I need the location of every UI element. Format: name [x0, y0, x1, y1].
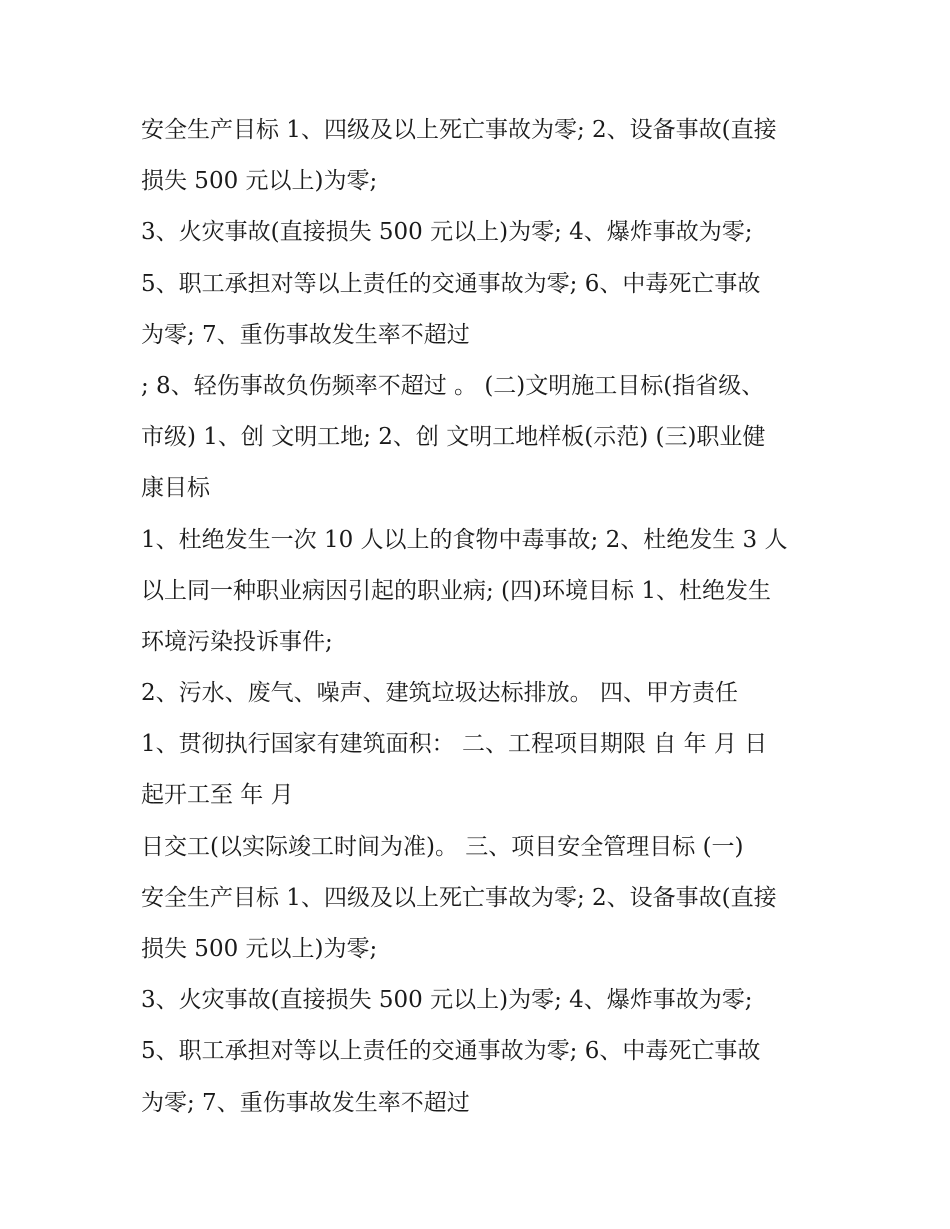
text-line: 损失 500 元以上)为零;: [141, 936, 378, 962]
text-line: 损失 500 元以上)为零;: [141, 168, 378, 195]
text-line: 起开工至 年 月: [141, 782, 294, 809]
text-line: 1、贯彻执行国家有建筑面积： 二、工程项目期限 自 年 月 日: [141, 731, 768, 758]
text-line: 3、火灾事故(直接损失 500 元以上)为零; 4、爆炸事故为零;: [141, 219, 753, 246]
text-line: 市级) 1、创 文明工地; 2、创 文明工地样板(示范) (三)职业健: [141, 424, 766, 451]
text-line: 3、火灾事故(直接损失 500 元以上)为零; 4、爆炸事故为零;: [141, 987, 753, 1014]
text-line: 5、职工承担对等以上责任的交通事故为零; 6、中毒死亡事故: [141, 1038, 761, 1065]
text-line: 为零; 7、重伤事故发生率不超过: [141, 321, 470, 348]
text-line: 日交工(以实际竣工时间为准)。 三、项目安全管理目标 (一): [141, 833, 744, 860]
text-line: 以上同一种职业病因引起的职业病; (四)环境目标 1、杜绝发生: [141, 577, 771, 604]
text-line: 2、污水、废气、噪声、建筑垃圾达标排放。 四、甲方责任: [141, 680, 738, 707]
document-body: [141, 110, 831, 1134]
text-line: 5、职工承担对等以上责任的交通事故为零; 6、中毒死亡事故: [141, 270, 761, 297]
text-line: 1、杜绝发生一次 10 人以上的食物中毒事故; 2、杜绝发生 3 人: [141, 526, 788, 553]
text-line: 环境污染投诉事件;: [141, 628, 333, 655]
text-line: 安全生产目标 1、四级及以上死亡事故为零; 2、设备事故(直接: [141, 884, 777, 911]
text-line: 安全生产目标 1、四级及以上死亡事故为零; 2、设备事故(直接: [141, 117, 777, 143]
text-line: 为零; 7、重伤事故发生率不超过: [141, 1089, 470, 1116]
text-line: 康目标: [141, 475, 210, 502]
text-line: ; 8、轻伤事故负伤频率不超过 。 (二)文明施工目标(指省级、: [141, 372, 765, 399]
